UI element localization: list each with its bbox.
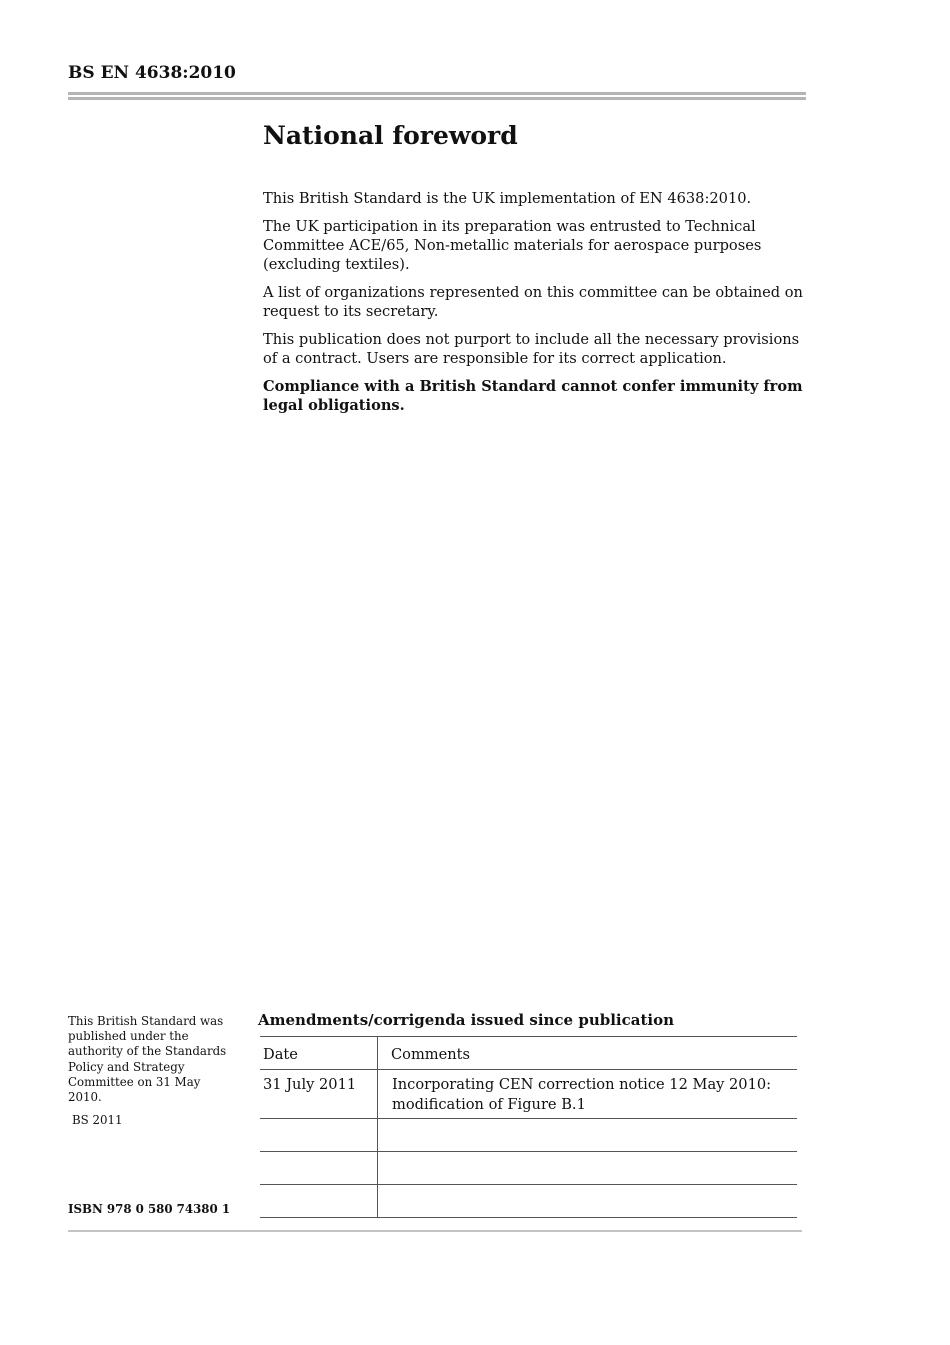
isbn: ISBN 978 0 580 74380 1 <box>68 1202 231 1216</box>
amendment-comment <box>378 1185 798 1218</box>
table-row <box>260 1119 797 1152</box>
header-rule <box>68 92 806 95</box>
document-code: BS EN 4638:2010 <box>68 63 236 83</box>
table-row <box>260 1152 797 1185</box>
table-row <box>260 1185 797 1218</box>
page-title: National foreword <box>263 121 518 150</box>
column-header-date: Date <box>260 1037 378 1070</box>
header-rule-secondary <box>68 97 806 100</box>
amendment-date <box>260 1119 378 1152</box>
foreword-paragraph: This British Standard is the UK implementation of EN 4638:2010. <box>263 190 752 207</box>
publication-note: This British Standard was published under the authority of the Standards Policy and Strategy Committee on 31 May 2010. <box>68 1014 227 1105</box>
foreword-paragraph: The UK participation in its preparation was entrusted to Technical Committee ACE/65, Non-metallic materials for aerospace purposes (excluding textiles). <box>263 218 762 273</box>
foreword-body <box>263 189 803 424</box>
amendment-comment: Incorporating CEN correction notice 12 May 2010: modification of Figure B.1 <box>378 1070 798 1119</box>
table-header-row <box>260 1037 797 1070</box>
footer-rule <box>68 1230 802 1232</box>
foreword-paragraph: A list of organizations represented on this committee can be obtained on request to its secretary. <box>263 284 803 320</box>
amendment-date <box>260 1152 378 1185</box>
copyright-note: BS 2011 <box>72 1113 123 1127</box>
column-header-comments: Comments <box>378 1037 798 1070</box>
foreword-paragraph: This publication does not purport to include all the necessary provisions of a contract. Users are responsible for its correct application. <box>263 331 800 367</box>
amendments-title: Amendments/corrigenda issued since publication <box>258 1011 674 1029</box>
amendment-comment <box>378 1152 798 1185</box>
compliance-statement: Compliance with a British Standard cannot confer immunity from legal obligations. <box>263 378 803 414</box>
amendment-date <box>260 1185 378 1218</box>
amendment-date: 31 July 2011 <box>260 1070 378 1119</box>
table-row <box>260 1070 797 1119</box>
amendment-comment <box>378 1119 798 1152</box>
amendments-table <box>260 1036 797 1218</box>
